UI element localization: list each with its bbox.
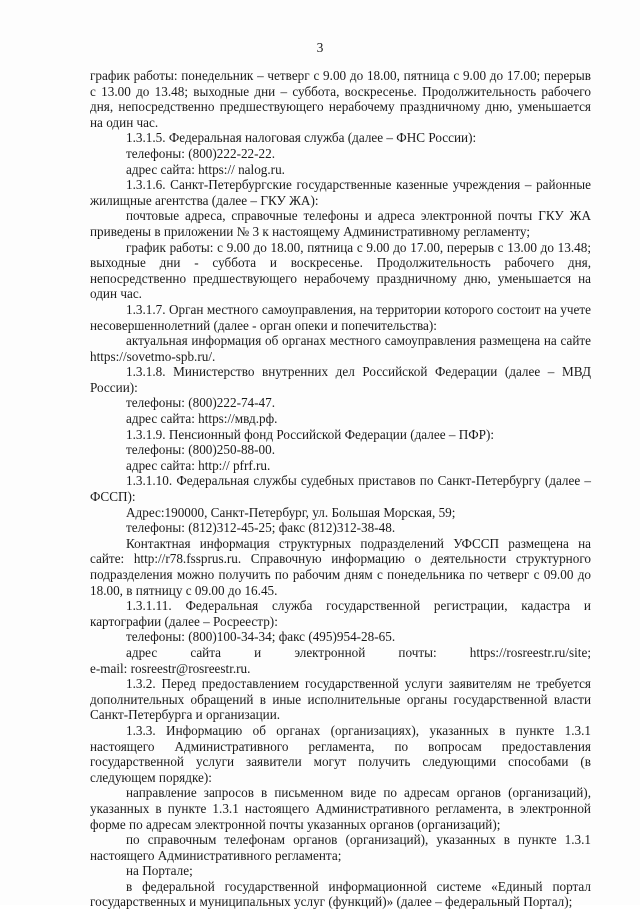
paragraph-mvd-phone: телефоны: (800)222-74-47. (126, 395, 276, 411)
paragraph-pfr-heading: 1.3.1.9. Пенсионный фонд Российской Федерации (далее – ПФР): (126, 426, 495, 442)
paragraph-fssp-contacts: Контактная информация структурных подразделений УФССП размещена на сайте: http://r78.fssprus.ru. Справочную информацию о деятельности структурного подразделения можно получить по рабочим дням с понедельника по четверг с 09.00 до 18.00, в пятницу с 09.00 до 16.45. (90, 535, 591, 598)
paragraph-written-requests: направление запросов в письменном виде по адресам органов (организаций), указанных в пункте 1.3.1 настоящего Административного регламента, в электронной форме по адресам электронной почты указанных органов (организаций); (90, 785, 591, 832)
paragraph-fssp-phone: телефоны: (812)312-45-25; факс (812)312-38-48. (126, 520, 396, 536)
page-number: 3 (316, 40, 324, 55)
paragraph-portal: на Портале; (126, 863, 193, 879)
paragraph-fssp-address: Адрес:190000, Санкт-Петербург, ул. Большая Морская, 59; (126, 504, 456, 520)
paragraph-fns-phone: телефоны: (800)222-22-22. (126, 145, 276, 161)
paragraph-mvd-heading: 1.3.1.8. Министерство внутренних дел Российской Федерации (далее – МВД России): (90, 364, 591, 395)
paragraph-gku-schedule: график работы: с 9.00 до 18.00, пятница с 9.00 до 17.00, перерыв с 13.00 до 13.48; выходные дни - суббота и воскресенье. Продолжительность рабочего дня, непосредственно предшествующего нерабочему праздничному дню, уменьшается на один час. (90, 239, 591, 302)
paragraph-mvd-site: адрес сайта: https://мвд.рф. (126, 411, 278, 427)
paragraph-work-schedule-continuation: график работы: понедельник – четверг с 9.00 до 18.00, пятница с 9.00 до 17.00; перерыв с 13.00 до 13.48; выходные дни – суббота, воскресенье. Продолжительность рабочего дня, непосредственно предшествующего нерабочему праздничному дню, уменьшается на один час. (90, 68, 591, 130)
paragraph-fssp-heading: 1.3.1.10. Федеральная службы судебных приставов по Санкт-Петербургу (далее – ФССП): (90, 473, 591, 505)
paragraph-rosreestr-phone: телефоны: (800)100-34-34; факс (495)954-28-65. (126, 629, 396, 645)
paragraph-gku-addresses: почтовые адреса, справочные телефоны и адреса электронной почты ГКУ ЖА приведены в приложении № 3 к настоящему Административному регламенту; (90, 208, 591, 239)
paragraph-federal-portal: в федеральной государственной информационной системе «Единый портал государственных и муниципальных услуг (функций)» (далее – федеральный Портал); (90, 878, 591, 910)
paragraph-rosreestr-email: e-mail: rosreestr@rosreestr.ru. (90, 660, 251, 676)
paragraph-rosreestr-heading: 1.3.1.11. Федеральная служба государственной регистрации, кадастра и картографии (далее – Росреестр): (90, 598, 591, 629)
paragraph-fns-heading: 1.3.1.5. Федеральная налоговая служба (далее – ФНС России): (126, 130, 477, 146)
paragraph-1-3-3: 1.3.3. Информацию об органах (организациях), указанных в пункте 1.3.1 настоящего Административного регламента, по вопросам предоставления государственной услуги заявители могут получить следующими способами (в следующем порядке): (90, 722, 591, 785)
paragraph-fns-site: адрес сайта: https:// nalog.ru. (126, 161, 285, 177)
paragraph-local-government-heading: 1.3.1.7. Орган местного самоуправления, на территории которого состоит на учете несовершеннолетний (далее - орган опеки и попечительства): (90, 301, 591, 333)
document-body (90, 68, 591, 910)
paragraph-pfr-phone: телефоны: (800)250-88-00. (126, 442, 276, 458)
paragraph-local-government-info: актуальная информация об органах местного самоуправления размещена на сайте https://sovetmo-spb.ru/. (90, 333, 591, 364)
paragraph-gku-heading: 1.3.1.6. Санкт-Петербургские государственные казенные учреждения – районные жилищные агентства (далее – ГКУ ЖА): (90, 177, 591, 208)
paragraph-1-3-2: 1.3.2. Перед предоставлением государственной услуги заявителям не требуется дополнительных обращений в иные исполнительные органы государственной власти Санкт-Петербурга и организации. (90, 676, 591, 723)
paragraph-pfr-site: адрес сайта: http:// pfrf.ru. (126, 457, 271, 473)
paragraph-rosreestr-site: адрес сайта и электронной почты: https://rosreestr.ru/site; (126, 644, 591, 660)
paragraph-reference-phones: по справочным телефонам органов (организаций), указанных в пункте 1.3.1 настоящего Административного регламента; (90, 832, 591, 863)
